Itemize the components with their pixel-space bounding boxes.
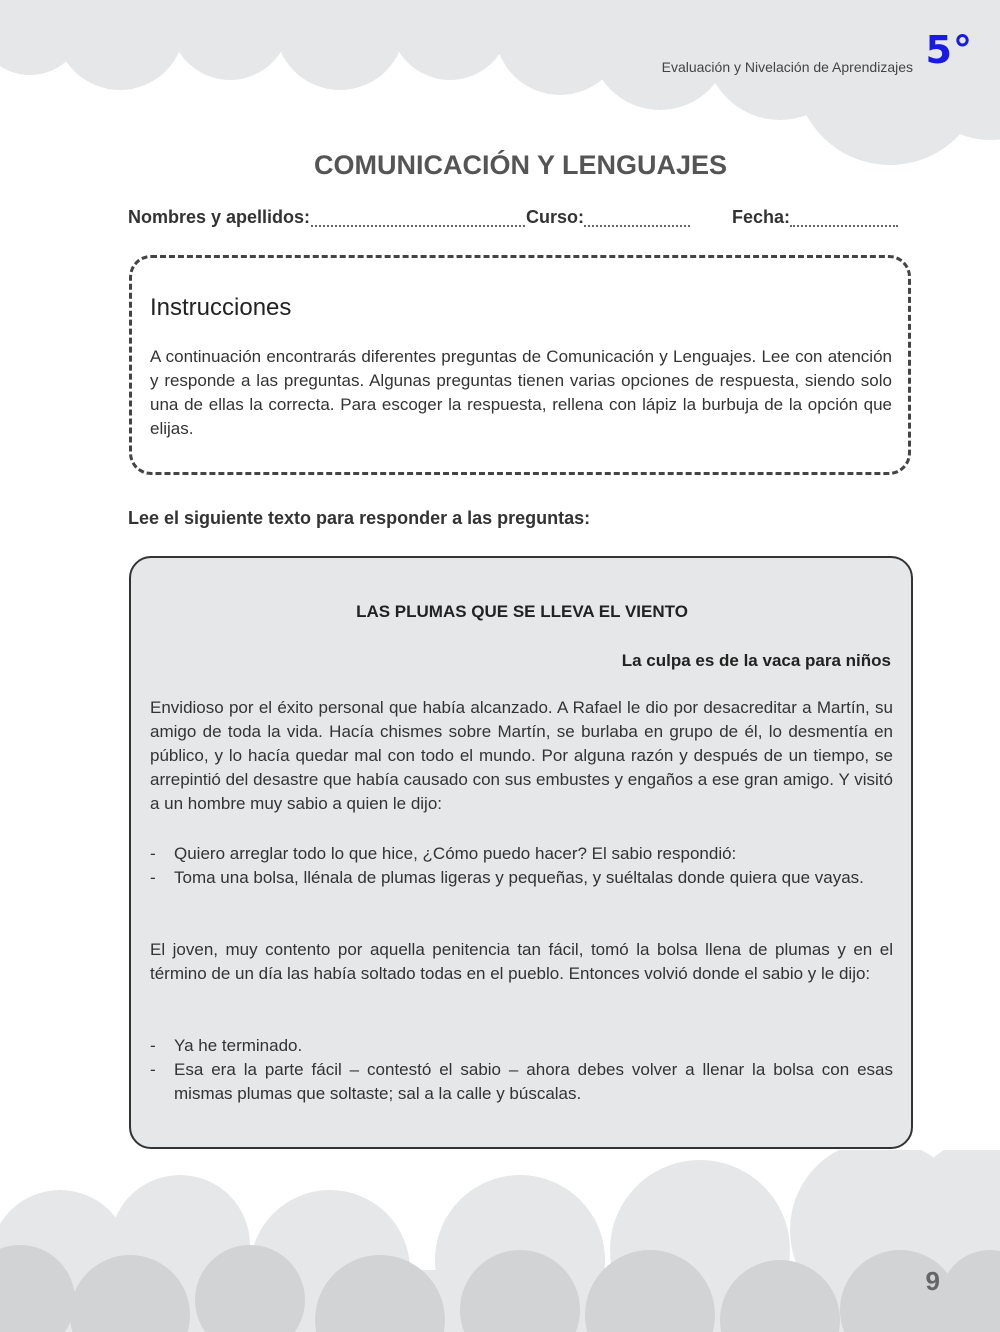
instructions-text: A continuación encontrarás diferentes preguntas de Comunicación y Lenguajes. Lee con atención y responde a las preguntas. Algunas preguntas tienen varias opciones de respuesta, siendo solo una de ellas la correcta. Para escoger la respuesta, rellena con lápiz la burbuja de la opción que elijas. [150,347,892,438]
grade-label: 5° [925,28,973,72]
dialog-line [150,866,893,890]
dialog-line [150,1034,893,1058]
dialog-text: Quiero arreglar todo lo que hice, ¿Cómo puedo hacer? El sabio respondió: [174,844,737,863]
reading-prompt: Lee el siguiente texto para responder a las preguntas: [128,508,591,528]
page-title: COMUNICACIÓN Y LENGUAJES [313,150,728,180]
story-paragraph-2: El joven, muy contento por aquella penitencia tan fácil, tomó la bolsa llena de plumas y en el término de un día las había soltado todas en el pueblo. Entonces volvió donde el sabio y le dijo: [150,940,893,983]
names-label: Nombres y apellidos: [128,207,311,227]
header-subtitle: Evaluación y Nivelación de Aprendizajes [661,59,913,75]
story-paragraph-1: Envidioso por el éxito personal que había alcanzado. A Rafael le dio por desacreditar a Martín, su amigo de toda la vida. Hacía chismes sobre Martín, se burlaba en grupo de él, lo desmentía en público, y lo hacía quedar mal con todo el mundo. Por alguna razón y después de un tiempo, se arrepintió del desastre que había causado con sus embustes y engaños a ese gran amigo. Y visitó a un hombre muy sabio a quien le dijo: [150,698,893,813]
dialog-text: Ya he terminado. [174,1036,303,1055]
page-number: 9 [925,1266,940,1296]
instructions-box [129,255,911,475]
dialog-dash: - [150,1060,156,1079]
instructions-heading: Instrucciones [150,294,292,321]
dialog-block-1 [150,842,893,890]
dialog-text: Toma una bolsa, llénala de plumas ligeras y pequeñas, y suéltalas donde quiera que vayas. [174,868,864,887]
dialog-line [150,842,893,866]
dialog-dash: - [150,844,156,863]
dialog-dash: - [150,1036,156,1055]
course-field[interactable] [584,225,690,227]
dialog-dash: - [150,868,156,887]
date-field[interactable] [790,225,898,227]
dialog-block-2 [150,1034,893,1106]
story-subtitle: La culpa es de la vaca para niños [621,651,891,670]
reading-text-box [129,556,913,1149]
names-field[interactable] [311,225,525,227]
bottom-cloud-banner [0,1150,1000,1332]
date-label: Fecha: [732,207,791,227]
student-info-fields [128,207,900,231]
dialog-text: Esa era la parte fácil – contestó el sabio – ahora debes volver a llenar la bolsa con esas mismas plumas que soltaste; sal a la calle y búscalas. [174,1060,893,1103]
dialog-line [150,1058,893,1106]
course-label: Curso: [526,207,584,227]
story-title: LAS PLUMAS QUE SE LLEVA EL VIENTO [356,602,688,621]
